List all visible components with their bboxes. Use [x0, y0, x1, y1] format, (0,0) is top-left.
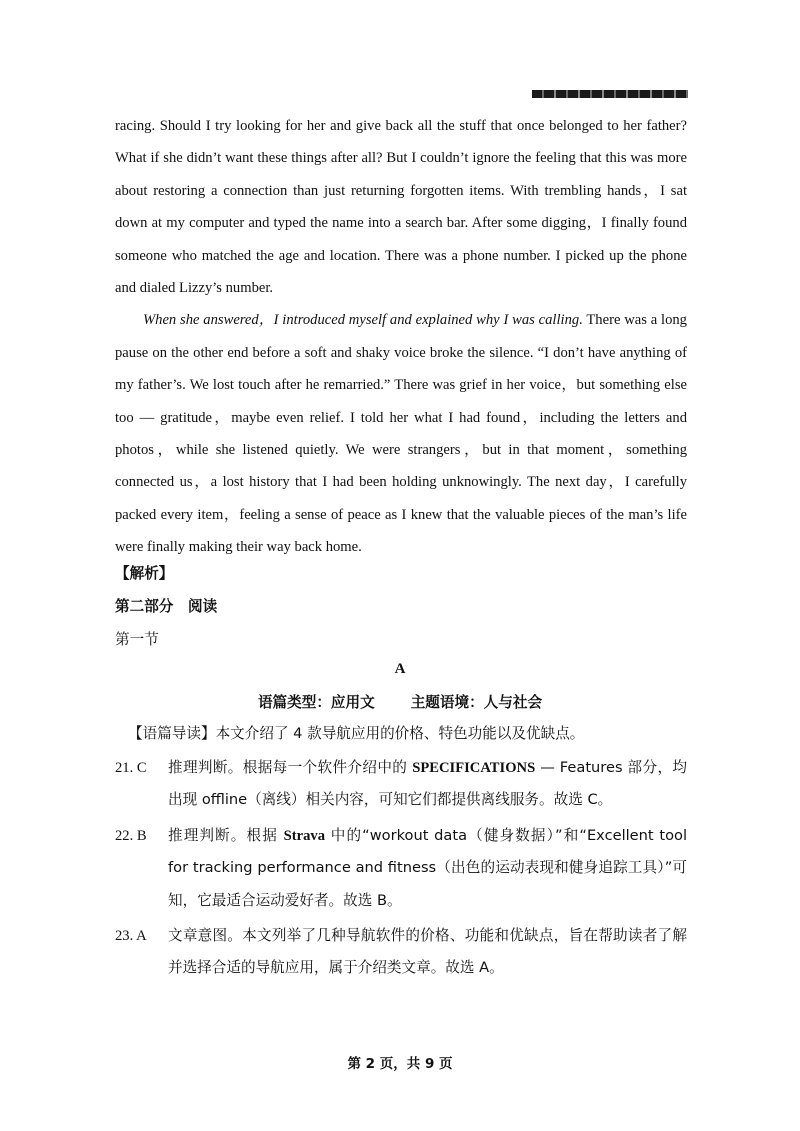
genre-line [0, 691, 800, 712]
passage-guide-label: 【语篇导读】 [128, 725, 216, 742]
answer-21 [115, 752, 687, 817]
section-heading: 第一节 [115, 631, 159, 648]
story-text [115, 110, 687, 564]
page-number: 第 2 页，共 9 页 [347, 1056, 453, 1072]
story-paragraph-2-italic: When she answered，I introduced myself and explained why I was calling. [143, 312, 583, 329]
story-paragraph-2-rest: There was a long pause on the other end before a soft and shaky voice broke the silence. “I don’t have anything of my father’s. We lost touch after he remarried.” There was grief in her voice，but something else too — gratitude，maybe even relief. I told her what I had found，including the letters and photos，while she listened quietly. We were strangers，but in that moment，something connected us，a lost history that I had been holding unknowingly. The next day，I carefully packed every item，feeling a sense of peace as I knew that the valuable pieces of the man’s life were finally making their way back home. [115, 312, 687, 556]
answer-bold-term: SPECIFICATIONS [412, 760, 536, 776]
story-paragraph-2 [115, 304, 687, 563]
answer-number: 23. A [115, 928, 147, 944]
answer-number: 21. C [115, 760, 147, 776]
genre-type: 语篇类型：应用文 [257, 694, 375, 711]
answer-22 [115, 820, 687, 917]
answer-number: 22. B [115, 828, 147, 844]
passage-guide-text: 本文介绍了 4 款导航应用的价格、特色功能以及优缺点。 [215, 725, 585, 742]
answer-explanation: 推理判断。根据每一个软件介绍中的 SPECIFICATIONS — Features 部分，均出现 offline（离线）相关内容，可知它们都提供离线服务。故选 C。 [168, 759, 687, 809]
analysis-heading: 【解析】 [115, 565, 174, 582]
answer-23 [115, 920, 687, 985]
answer-explanation: 文章意图。本文列举了几种导航软件的价格、功能和优缺点，旨在帮助读者了解并选择合适的导航应用，属于介绍类文章。故选 A。 [168, 927, 687, 977]
passage-label: A [394, 661, 406, 677]
header-decoration-bar [532, 90, 688, 98]
answer-bold-term: Strava [283, 828, 326, 844]
passage-guide [128, 722, 584, 743]
story-paragraph-1: racing. Should I try looking for her and give back all the stuff that once belonged to her father? What if she didn’t want these things after all? But I couldn’t ignore the feeling that this was more about restoring a connection than just returning forgotten items. With trembling hands，I sat down at my computer and typed the name into a search bar. After some digging，I finally found someone who matched the age and location. There was a phone number. I picked up the phone and dialed Lizzy’s number. [115, 118, 687, 297]
part-heading: 第二部分 阅读 [115, 598, 218, 615]
answer-explanation: 推理判断。根据 Strava 中的“workout data（健身数据）”和“Excellent tool for tracking performance and fitness（出色的运动表现和健身追踪工具）”可知，它最适合运动爱好者。故选 B。 [168, 827, 688, 909]
theme-context: 主题语境：人与社会 [410, 694, 543, 711]
